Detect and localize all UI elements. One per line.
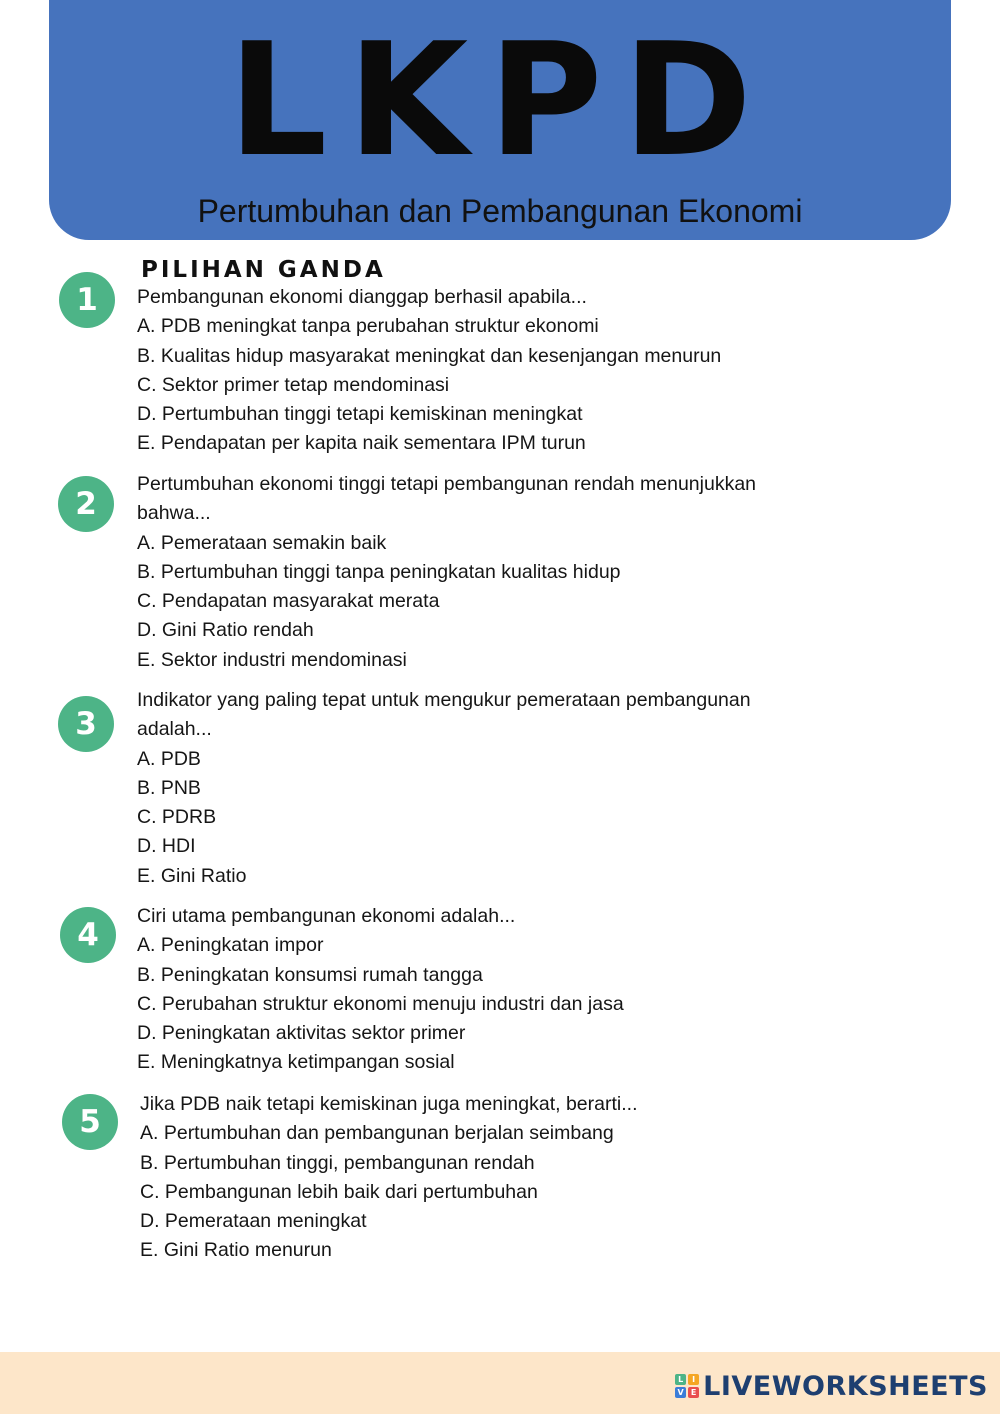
option-c[interactable]: C. Pendapatan masyarakat merata xyxy=(137,590,440,613)
option-b[interactable]: B. Pertumbuhan tinggi, pembangunan rendah xyxy=(140,1151,535,1174)
option-c[interactable]: C. Sektor primer tetap mendominasi xyxy=(137,373,450,396)
option-a[interactable]: A. Pertumbuhan dan pembangunan berjalan seimbang xyxy=(140,1122,614,1145)
option-e[interactable]: E. Gini Ratio menurun xyxy=(140,1239,332,1262)
question-text xyxy=(140,1090,820,1266)
option-a[interactable]: A. PDB xyxy=(137,747,201,770)
option-b[interactable]: B. Kualitas hidup masyarakat meningkat dan kesenjangan menurun xyxy=(137,344,722,367)
page-subtitle: Pertumbuhan dan Pembangunan Ekonomi xyxy=(197,193,803,229)
liveworksheets-logo[interactable] xyxy=(675,1370,988,1402)
option-c[interactable]: C. PDRB xyxy=(137,806,217,829)
question-number-badge: 3 xyxy=(58,696,114,752)
question-text xyxy=(137,902,817,1078)
option-d[interactable]: D. Pertumbuhan tinggi tetapi kemiskinan meningkat xyxy=(137,403,583,426)
option-b[interactable]: B. PNB xyxy=(137,776,201,799)
option-d[interactable]: D. Pemerataan meningkat xyxy=(140,1210,367,1233)
question-prompt: Jika PDB naik tetapi kemiskinan juga meningkat, berarti... xyxy=(140,1093,638,1115)
question-prompt: Ciri utama pembangunan ekonomi adalah... xyxy=(137,905,516,927)
question-number-badge: 4 xyxy=(60,907,116,963)
option-c[interactable]: C. Perubahan struktur ekonomi menuju industri dan jasa xyxy=(137,992,624,1015)
section-title: PILIHAN GANDA xyxy=(141,257,386,283)
question-text xyxy=(137,470,817,675)
option-a[interactable]: A. Pemerataan semakin baik xyxy=(137,531,387,554)
option-e[interactable]: E. Meningkatnya ketimpangan sosial xyxy=(137,1051,455,1074)
logo-letter-e: E xyxy=(688,1387,699,1398)
option-e[interactable]: E. Sektor industri mendominasi xyxy=(137,648,407,671)
question-prompt: Pembangunan ekonomi dianggap berhasil apabila... xyxy=(137,286,587,308)
option-a[interactable]: A. PDB meningkat tanpa perubahan struktur ekonomi xyxy=(137,315,599,338)
page-title: LKPD xyxy=(227,9,773,191)
question-number-badge: 2 xyxy=(58,476,114,532)
option-b[interactable]: B. Pertumbuhan tinggi tanpa peningkatan kualitas hidup xyxy=(137,560,621,583)
question-number-badge: 1 xyxy=(59,272,115,328)
logo-letter-v: V xyxy=(675,1387,686,1398)
option-b[interactable]: B. Peningkatan konsumsi rumah tangga xyxy=(137,963,483,986)
option-d[interactable]: D. Peningkatan aktivitas sektor primer xyxy=(137,1022,466,1045)
brand-name: LIVEWORKSHEETS xyxy=(703,1370,988,1402)
question-prompt: Pertumbuhan ekonomi tinggi tetapi pembangunan rendah menunjukkan xyxy=(137,473,757,495)
option-a[interactable]: A. Peningkatan impor xyxy=(137,934,324,957)
option-e[interactable]: E. Gini Ratio xyxy=(137,864,247,887)
option-c[interactable]: C. Pembangunan lebih baik dari pertumbuhan xyxy=(140,1180,538,1203)
footer-bar xyxy=(0,1352,1000,1414)
question-prompt-cont: bahwa... xyxy=(137,502,211,525)
question-number-badge: 5 xyxy=(62,1094,118,1150)
header-banner xyxy=(49,0,951,240)
logo-letter-l: L xyxy=(675,1374,686,1385)
option-e[interactable]: E. Pendapatan per kapita naik sementara IPM turun xyxy=(137,432,586,455)
question-text xyxy=(137,283,817,459)
question-prompt: Indikator yang paling tepat untuk mengukur pemerataan pembangunan xyxy=(137,689,751,711)
question-prompt-cont: adalah... xyxy=(137,718,212,741)
logo-icon xyxy=(675,1374,699,1398)
option-d[interactable]: D. Gini Ratio rendah xyxy=(137,619,314,642)
question-text xyxy=(137,686,817,891)
logo-letter-i: I xyxy=(688,1374,699,1385)
option-d[interactable]: D. HDI xyxy=(137,835,196,858)
